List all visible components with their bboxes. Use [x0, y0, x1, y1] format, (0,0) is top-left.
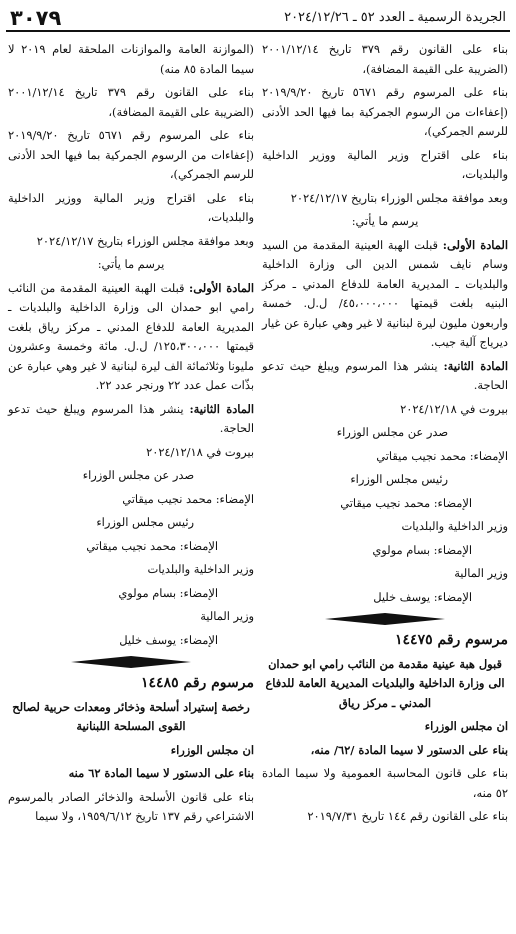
page-header: [6, 6, 510, 32]
article-1: [8, 279, 254, 396]
signatory-title: وزير المالية: [200, 609, 254, 623]
article-text: قبلت الهبة العينية المقدمة من النائب رامي ابو حمدان الى وزارة الداخلية والبلديات ـ المديرية العامة للدفاع المدني ـ مركز رياق بلغت قيمتها ١٢٥،٣٠٠،٠٠٠/ ل.ل. مائة وخمسة وعشرون مليونا وثلاثمائة الف ليرة لبنانية لا غير وهي عبارة عن بذّات عمل عدد ٢٢ ورنجر عدد ٢٢.: [8, 280, 254, 392]
signature: الإمضاء: بسام مولوي: [372, 542, 472, 557]
section-divider: [325, 613, 445, 625]
decree-subject: رخصة إستيراد أسلحة وذخائر ومعدات حربية لصالح القوى المسلحة اللبنانية: [12, 699, 250, 733]
paragraph: وبعد موافقة مجلس الوزراء بتاريخ ٢٠٢٤/١٢/١٧: [36, 233, 254, 248]
header-rule: [6, 30, 510, 32]
decree-title: مرسوم رقم ١٤٤٨٥: [141, 675, 254, 691]
left-column: [8, 40, 254, 831]
decree-formula: يرسم ما يأتي:: [97, 257, 165, 271]
decree-date: بيروت في ٢٠٢٤/١٢/١٨: [146, 444, 254, 459]
paragraph: بناء على اقتراح وزير المالية ووزير الداخلية والبلديات،: [8, 190, 254, 224]
decree-date: بيروت في ٢٠٢٤/١٢/١٨: [400, 401, 508, 416]
article-2: [262, 357, 508, 396]
article-label: المادة الثانية:: [189, 401, 254, 416]
gazette-title: الجريدة الرسمية ـ العدد ٥٢ ـ ٢٠٢٤/١٢/٢٦: [284, 10, 506, 25]
paragraph: بناء على القانون رقم ٣٧٩ تاريخ ٢٠٠١/١٢/١٤ (الضريبة على القيمة المضافة)،: [262, 42, 509, 76]
paragraph: بناء على القانون رقم ٣٧٩ تاريخ ٢٠٠١/١٢/١٤ (الضريبة على القيمة المضافة)،: [8, 85, 255, 119]
signature: الإمضاء: يوسف خليل: [119, 632, 218, 647]
paragraph: بناء على القانون رقم ١٤٤ تاريخ ٢٠١٩/٧/٣١: [307, 809, 508, 823]
section-divider: [71, 656, 191, 668]
paragraph: بناء على الدستور لا سيما المادة /٦٢/ منه،: [310, 742, 508, 757]
article-text: قبلت الهبة العينية المقدمة من السيد وسام نايف شمس الدين الى وزارة الداخلية والبلديات ـ المديرية العامة للدفاع المدني ـ مركز البنيه بلغت قيمتها ٤٥،٠٠٠،٠٠٠/ ل.ل. خمسة واربعون مليون ليرة لبنانية لا غير وهي عبارة عن غيار ديرياج آلية جيب.: [262, 237, 508, 349]
decree-subject: قبول هبة عينية مقدمة من النائب رامي ابو حمدان الى وزارة الداخلية والبلديات المديرية العامة للدفاع المدني ـ مركز رياق: [265, 656, 505, 710]
decree-title: مرسوم رقم ١٤٤٧٥: [395, 632, 508, 648]
article-text: ينشر هذا المرسوم ويبلغ حيث تدعو الحاجة.: [8, 401, 254, 435]
signature: الإمضاء: محمد نجيب ميقاتي: [122, 491, 254, 506]
signatory-title: رئيس مجلس الوزراء: [96, 515, 194, 529]
signatory-title: رئيس مجلس الوزراء: [350, 472, 448, 486]
article-2: [8, 400, 254, 439]
paragraph: بناء على قانون المحاسبة العمومية ولا سيما المادة ٥٢ منه،: [262, 766, 508, 800]
council-line: ان مجلس الوزراء: [424, 719, 508, 733]
signature: الإمضاء: يوسف خليل: [373, 589, 472, 604]
paragraph: بناء على قانون الأسلحة والذخائر الصادر بالمرسوم الاشتراعي رقم ١٣٧ تاريخ ١٩٥٩/٦/١٢، ولا سيما: [8, 789, 254, 823]
signature: الإمضاء: بسام مولوي: [118, 585, 218, 600]
paragraph: بناء على الدستور لا سيما المادة ٦٢ منه: [68, 766, 254, 780]
article-label: المادة الأولى:: [189, 280, 254, 295]
article-label: المادة الأولى:: [442, 237, 508, 252]
paragraph: بناء على المرسوم رقم ٥٦٧١ تاريخ ٢٠١٩/٩/٢٠ (إعفاءات من الرسوم الجمركية بما فيها الحد الأدنى للرسم الجمركي)،: [262, 85, 508, 138]
signatory-title: وزير الداخلية والبلديات: [147, 562, 254, 576]
article-text: ينشر هذا المرسوم ويبلغ حيث تدعو الحاجة.: [262, 358, 508, 392]
article-label: المادة الثانية:: [443, 358, 508, 373]
article-1: [262, 236, 508, 353]
paragraph: بناء على المرسوم رقم ٥٦٧١ تاريخ ٢٠١٩/٩/٢٠ (إعفاءات من الرسوم الجمركية بما فيها الحد الأدنى للرسم الجمركي)،: [8, 128, 254, 181]
signature: الإمضاء: محمد نجيب ميقاتي: [340, 495, 472, 510]
paragraph: بناء على اقتراح وزير المالية ووزير الداخلية والبلديات،: [262, 147, 508, 181]
paragraph: (الموازنة العامة والموازنات الملحقة لعام ٢٠١٩ لا سيما المادة ٨٥ منه): [8, 42, 254, 76]
page-number: ٣٠٧٩: [10, 6, 62, 30]
issued-by: صدر عن مجلس الوزراء: [336, 425, 448, 439]
signature: الإمضاء: محمد نجيب ميقاتي: [376, 448, 508, 463]
signature: الإمضاء: محمد نجيب ميقاتي: [86, 538, 218, 553]
paragraph: وبعد موافقة مجلس الوزراء بتاريخ ٢٠٢٤/١٢/١٧: [290, 190, 508, 205]
council-line: ان مجلس الوزراء: [170, 742, 254, 757]
right-column: [262, 40, 508, 831]
decree-formula: يرسم ما يأتي:: [351, 214, 419, 228]
signatory-title: وزير الداخلية والبلديات: [401, 519, 508, 533]
signatory-title: وزير المالية: [454, 566, 508, 580]
issued-by: صدر عن مجلس الوزراء: [82, 468, 194, 482]
